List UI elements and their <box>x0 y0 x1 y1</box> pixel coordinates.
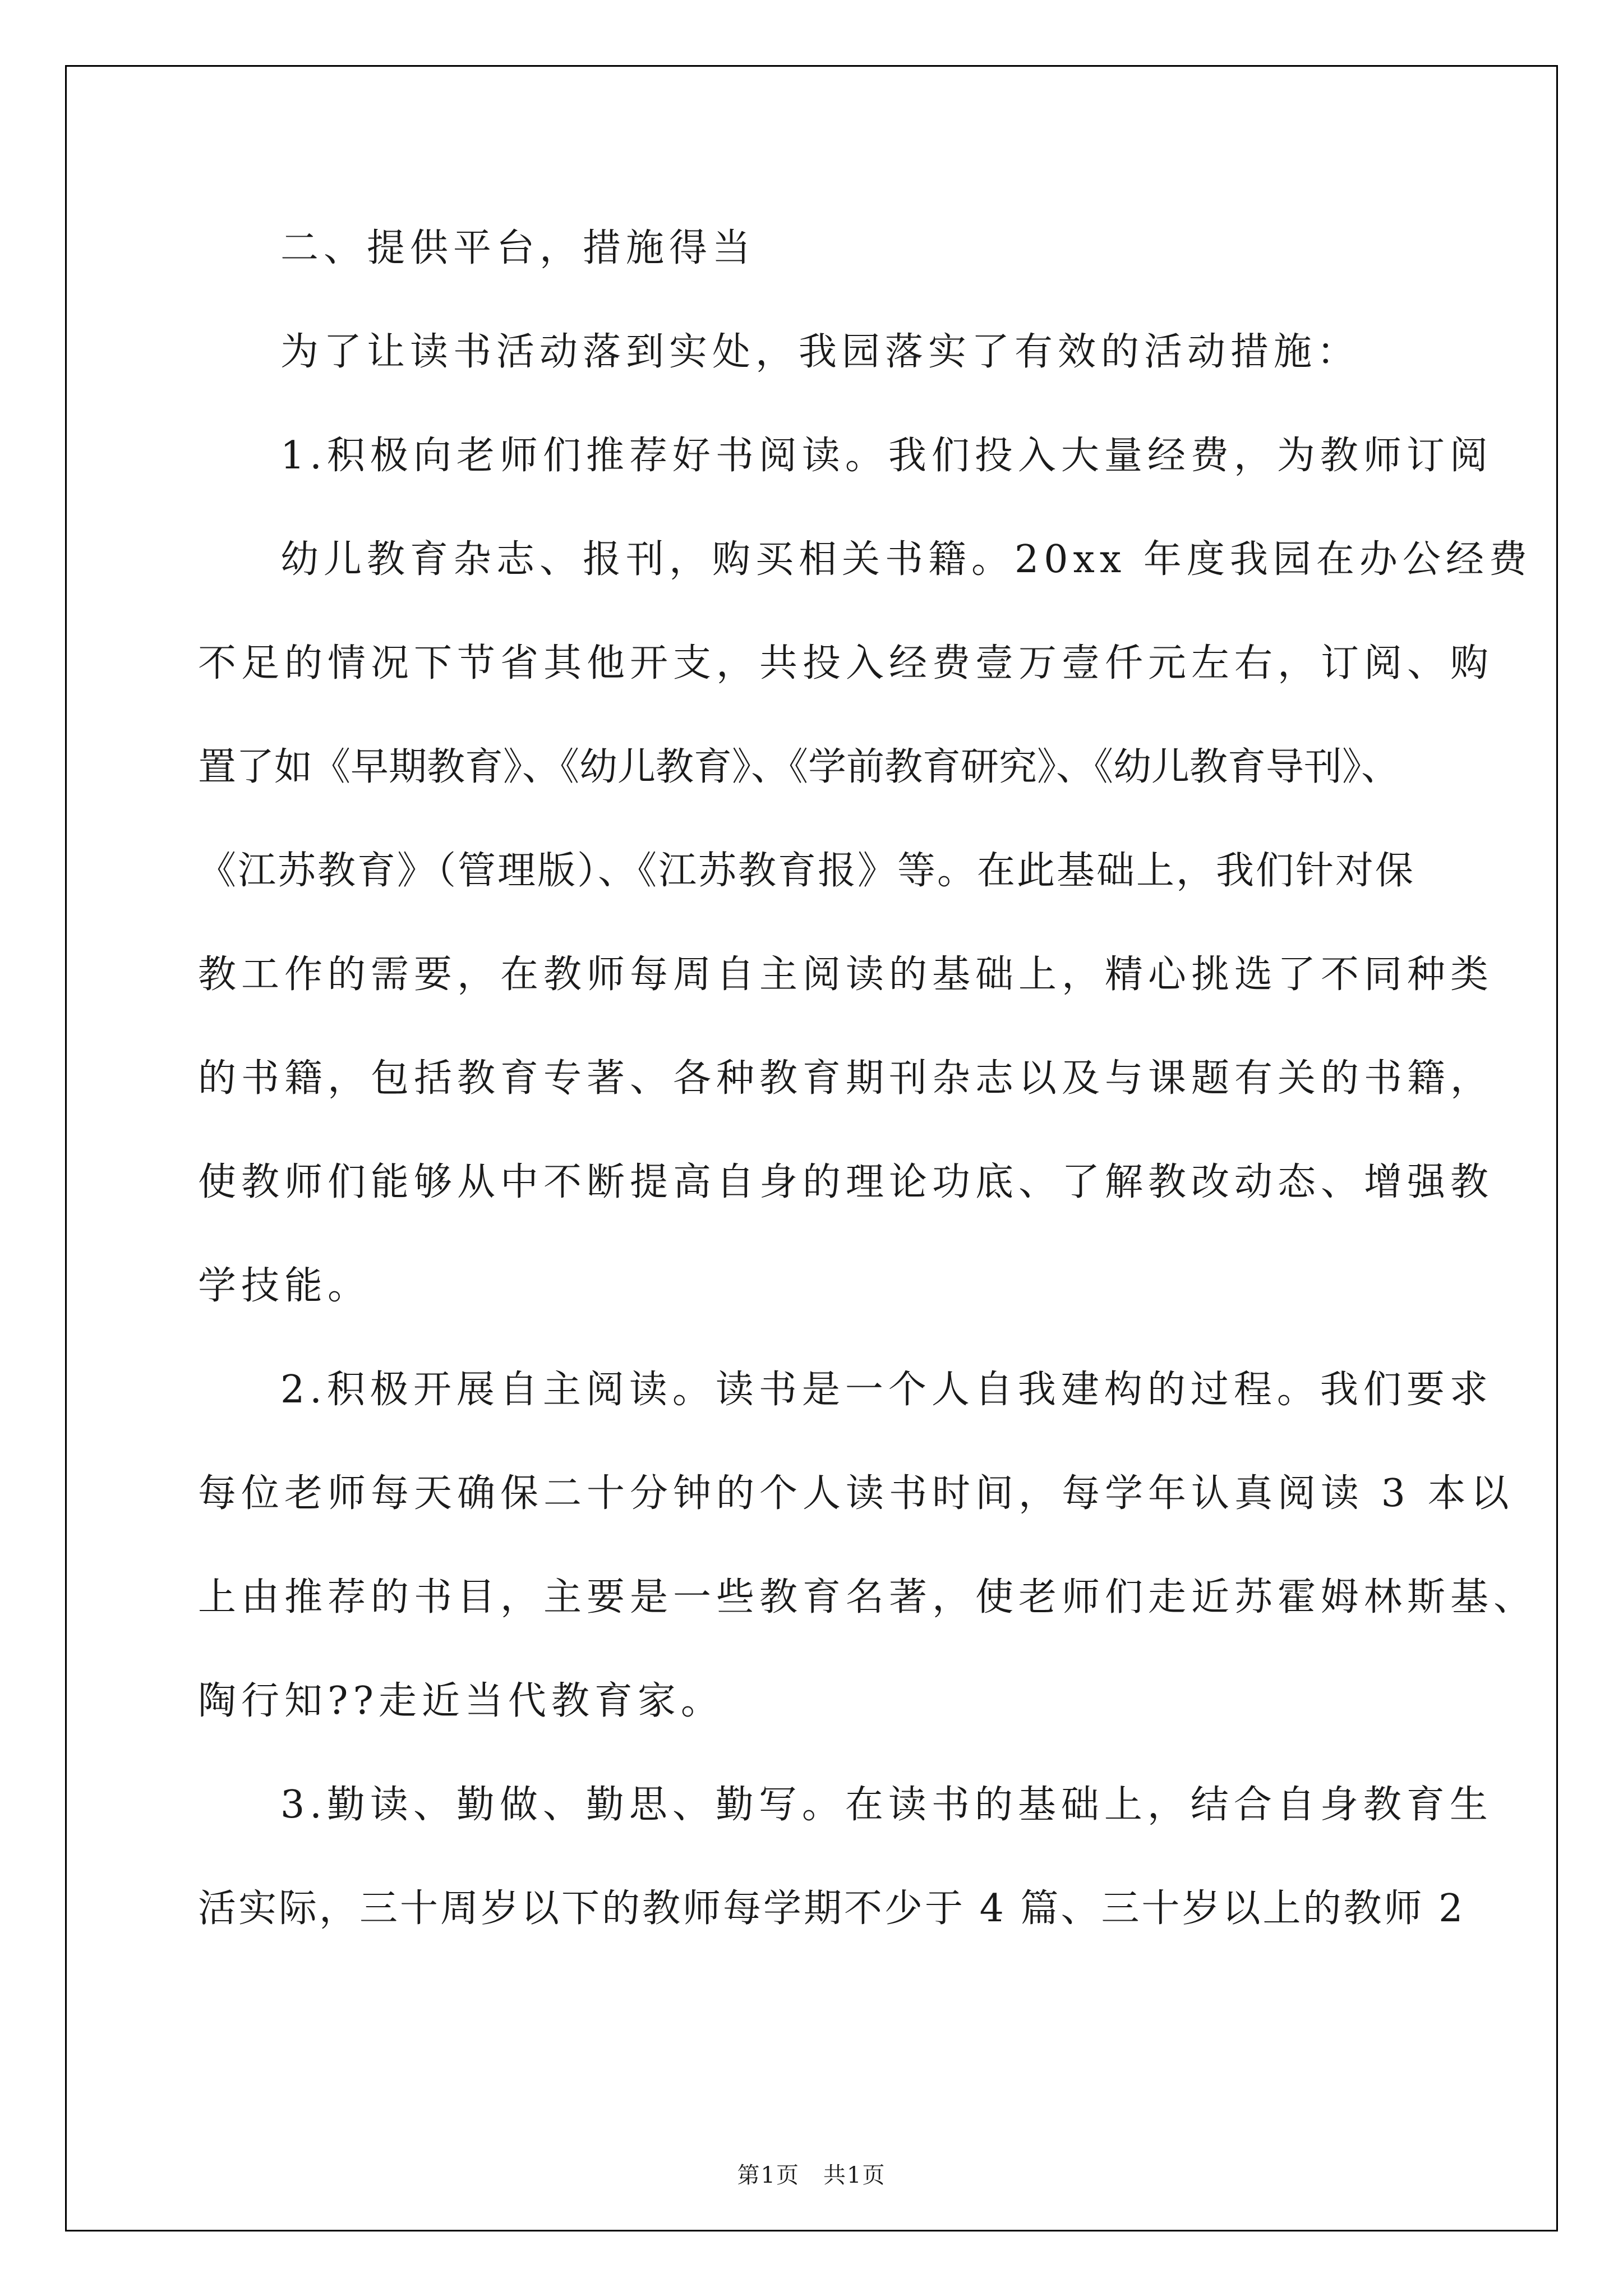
page-footer: 第1页 共1页 <box>737 2162 886 2188</box>
paragraph-line: 教工作的需要，在教师每周自主阅读的基础上，精心挑选了不同种类 <box>198 953 1494 997</box>
paragraph-line: 陶行知??走近当代教育家。 <box>198 1679 724 1723</box>
intro-paragraph: 为了让读书活动落到实处，我园落实了有效的活动措施： <box>280 330 1361 374</box>
section-heading: 二、提供平台，措施得当 <box>280 226 756 270</box>
paragraph-line: 《江苏教育》（管理版）、《江苏教育报》等。在此基础上，我们针对保 <box>198 849 1415 893</box>
paragraph-line: 幼儿教育杂志、报刊，购买相关书籍。20xx 年度我园在办公经费 <box>280 537 1532 582</box>
paragraph-line: 1.积极向老师们推荐好书阅读。我们投入大量经费，为教师订阅 <box>280 434 1493 478</box>
paragraph-line: 的书籍，包括教育专著、各种教育期刊杂志以及与课题有关的书籍， <box>198 1056 1494 1101</box>
paragraph-line: 活实际，三十周岁以下的教师每学期不少于 4 篇、三十岁以上的教师 2 <box>198 1887 1465 1931</box>
paragraph-line: 2.积极开展自主阅读。读书是一个人自我建构的过程。我们要求 <box>280 1368 1493 1412</box>
paragraph-line: 学技能。 <box>198 1264 371 1308</box>
paragraph-line: 3.勤读、勤做、勤思、勤写。在读书的基础上，结合自身教育生 <box>280 1783 1493 1827</box>
paragraph-line: 上由推荐的书目，主要是一些教育名著，使老师们走近苏霍姆林斯基、 <box>198 1575 1537 1619</box>
paragraph-line: 每位老师每天确保二十分钟的个人读书时间，每学年认真阅读 3 本以 <box>198 1471 1514 1516</box>
paragraph-line: 置了如《早期教育》、《幼儿教育》、《学前教育研究》、《幼儿教育导刊》、 <box>198 745 1400 789</box>
paragraph-line: 使教师们能够从中不断提高自身的理论功底、了解教改动态、增强教 <box>198 1160 1494 1204</box>
paragraph-line: 不足的情况下节省其他开支，共投入经费壹万壹仟元左右，订阅、购 <box>198 641 1494 685</box>
